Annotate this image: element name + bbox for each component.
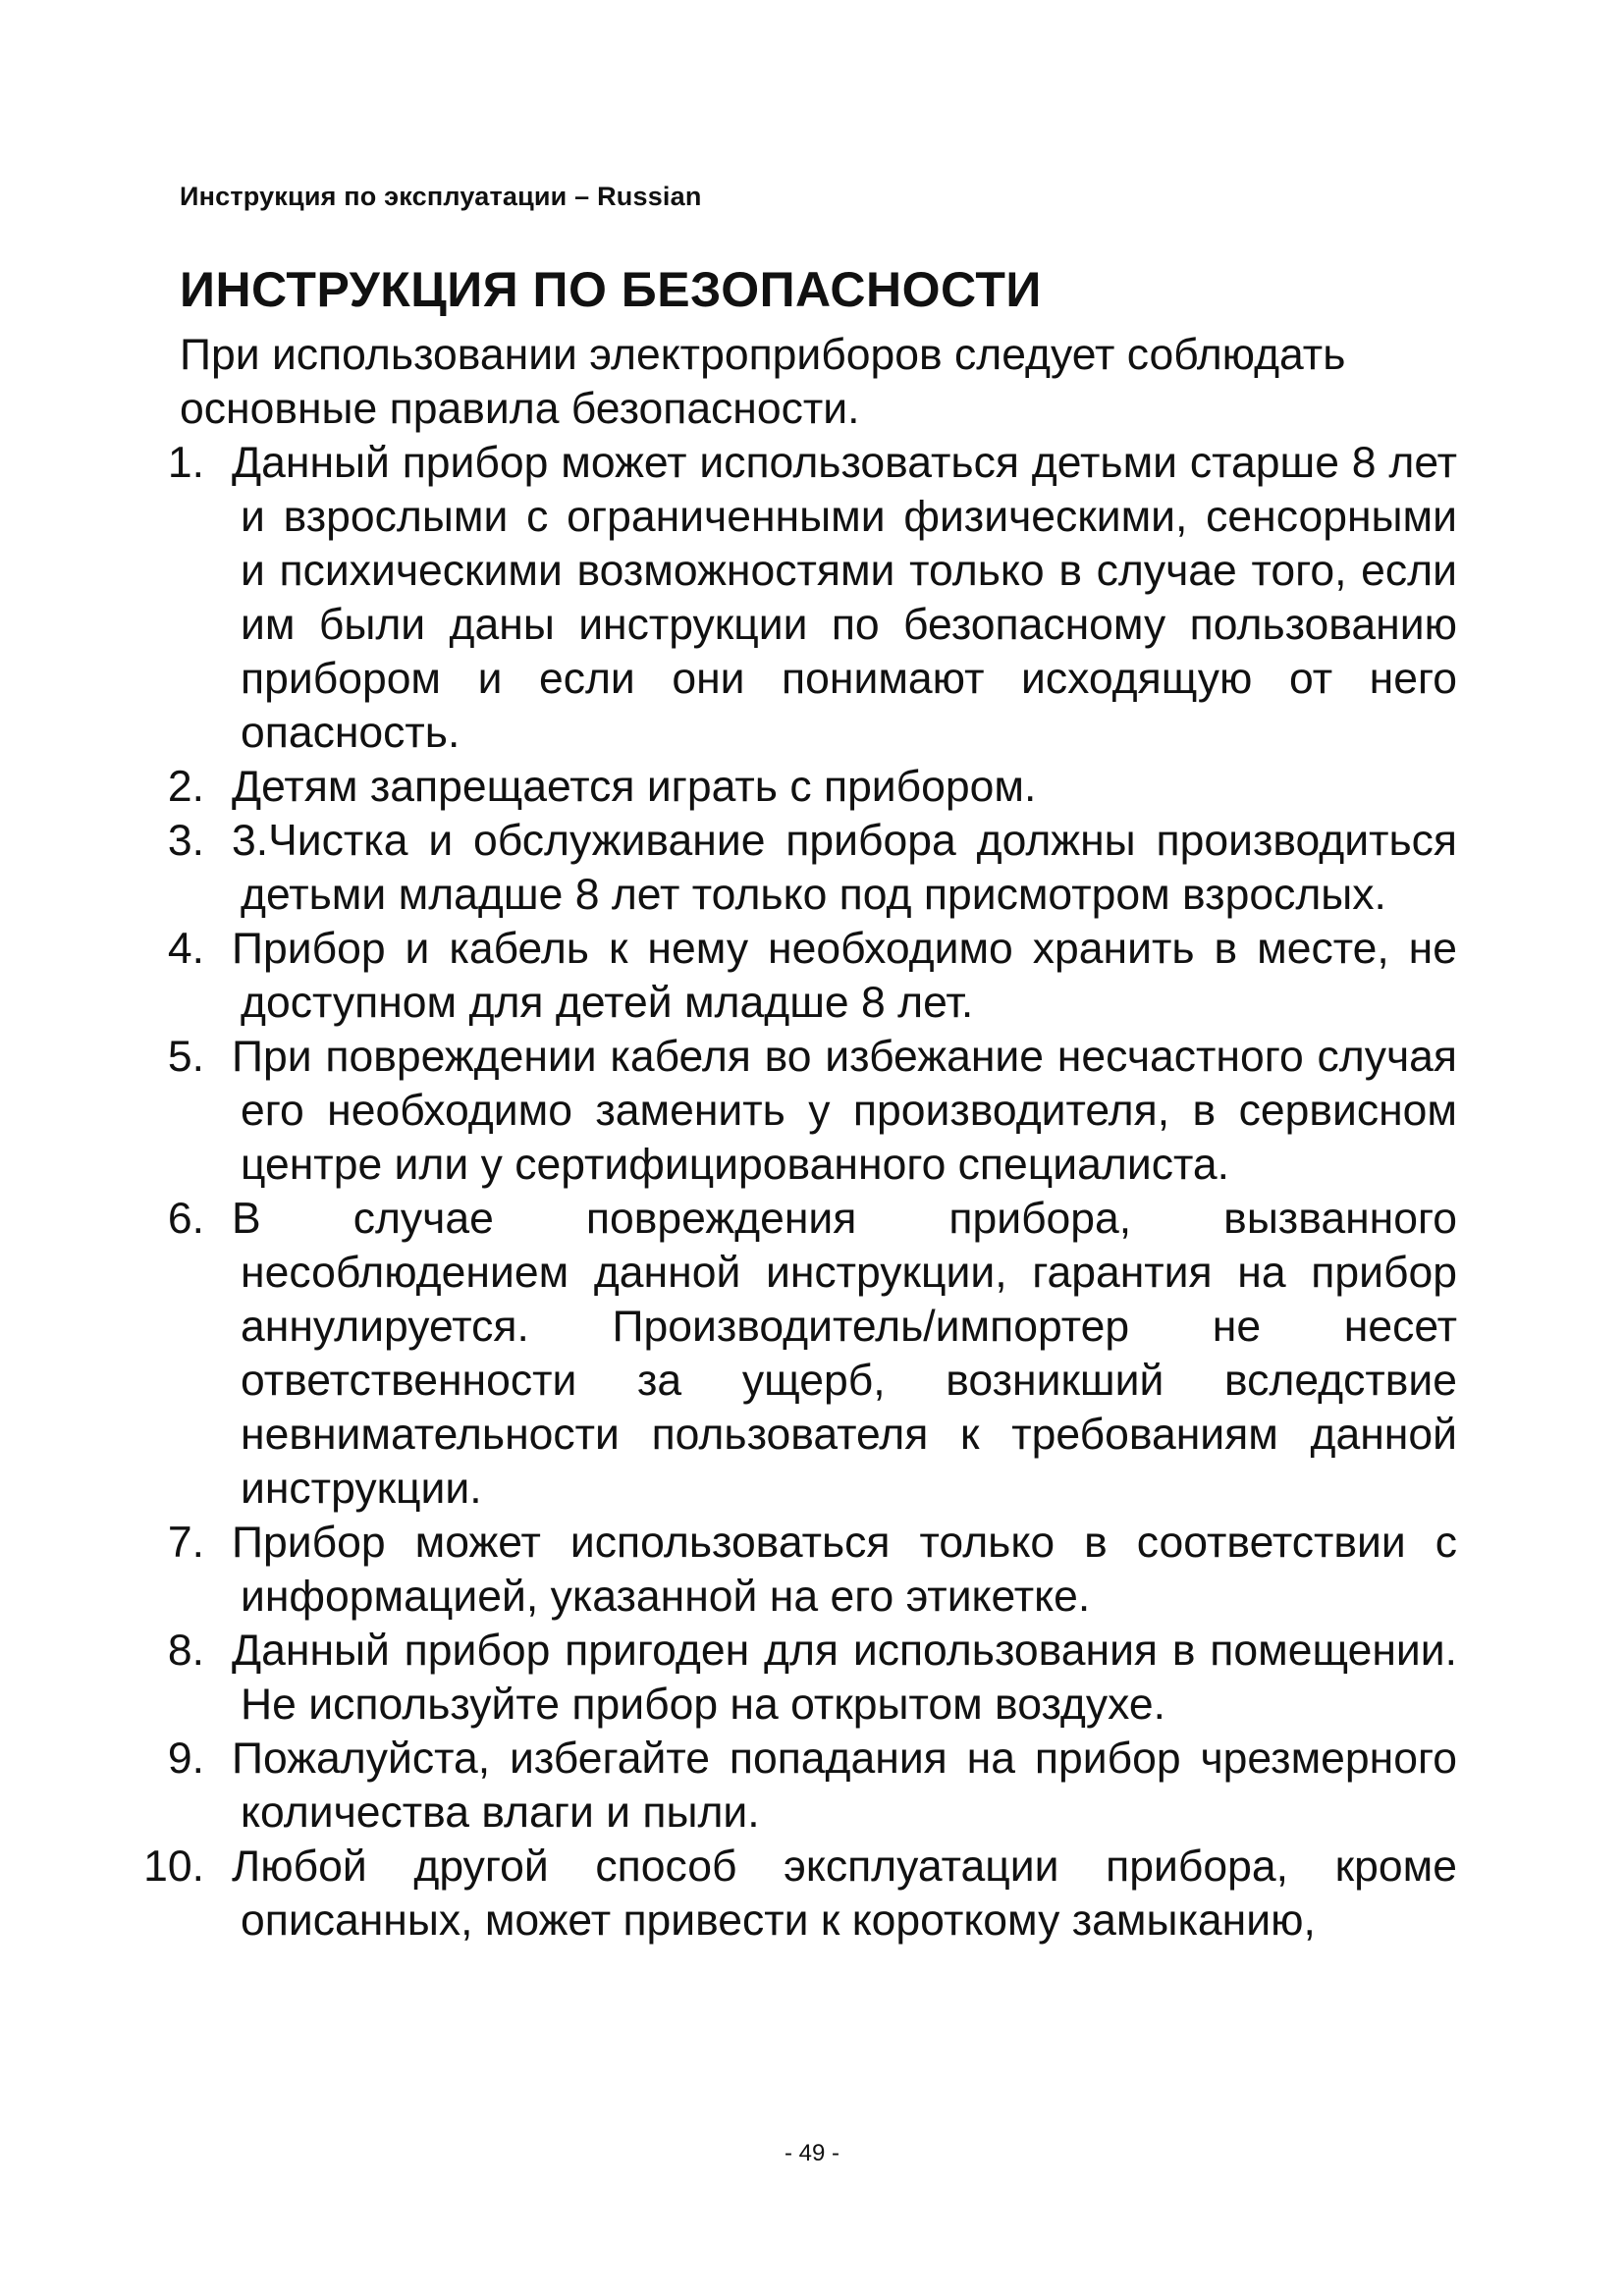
section-title: ИНСТРУКЦИЯ ПО БЕЗОПАСНОСТИ xyxy=(180,262,1042,317)
running-header: Инструкция по эксплуатации – Russian xyxy=(180,182,702,211)
item-number: 9. xyxy=(167,1735,204,1783)
list-item xyxy=(0,922,1624,1030)
item-text: Детям запрещается играть с прибором. xyxy=(232,763,1037,811)
item-text: При повреждении кабеля во избежание несчастного случая его необходимо заменить у производителя, в сервисном центре или у сертифицированного специалиста. xyxy=(232,1033,1457,1189)
list-item xyxy=(0,760,1624,814)
item-number: 1. xyxy=(167,439,204,487)
item-text: Прибор и кабель к нему необходимо хранить в месте, не доступном для детей младше 8 лет. xyxy=(232,925,1457,1027)
page-number: - 49 - xyxy=(784,2140,839,2166)
list-item xyxy=(0,1192,1624,1516)
list-item xyxy=(0,1516,1624,1624)
list-item xyxy=(0,436,1624,760)
item-number: 5. xyxy=(167,1033,204,1081)
item-number: 10. xyxy=(143,1842,204,1891)
item-number: 8. xyxy=(167,1627,204,1675)
list-item xyxy=(0,814,1624,922)
list-item xyxy=(0,1732,1624,1840)
item-text: В случае повреждения прибора, вызванного несоблюдением данной инструкции, гарантия на прибор аннулируется. Производитель/импортер не несет ответственности за ущерб, возникший вследствие невнимательности пользователя к требованиям данной инструкции. xyxy=(232,1195,1457,1513)
intro-paragraph: При использовании электроприборов следует соблюдать основные правила безопасности. xyxy=(180,331,1346,433)
item-text: Любой другой способ эксплуатации прибора, кроме описанных, может привести к короткому замыканию, xyxy=(232,1842,1457,1945)
item-number: 7. xyxy=(167,1519,204,1567)
item-number: 3. xyxy=(167,817,204,865)
safety-instructions-list xyxy=(0,436,1624,1948)
item-number: 4. xyxy=(167,925,204,973)
list-item xyxy=(0,1840,1624,1948)
item-text: Данный прибор может использоваться детьми старше 8 лет и взрослыми с ограниченными физическими, сенсорными и психическими возможностями только в случае того, если им были даны инструкции по безопасному пользованию прибором и если они понимают исходящую от него опасность. xyxy=(232,439,1457,757)
list-item xyxy=(0,1624,1624,1732)
item-number: 6. xyxy=(167,1195,204,1243)
item-text: 3.Чистка и обслуживание прибора должны производиться детьми младше 8 лет только под присмотром взрослых. xyxy=(232,817,1457,919)
item-number: 2. xyxy=(167,763,204,811)
item-text: Прибор может использоваться только в соответствии с информацией, указанной на его этикетке. xyxy=(232,1519,1457,1621)
item-text: Данный прибор пригоден для использования в помещении. Не используйте прибор на открытом воздухе. xyxy=(232,1627,1457,1729)
item-text: Пожалуйста, избегайте попадания на прибор чрезмерного количества влаги и пыли. xyxy=(232,1735,1457,1837)
list-item xyxy=(0,1030,1624,1192)
